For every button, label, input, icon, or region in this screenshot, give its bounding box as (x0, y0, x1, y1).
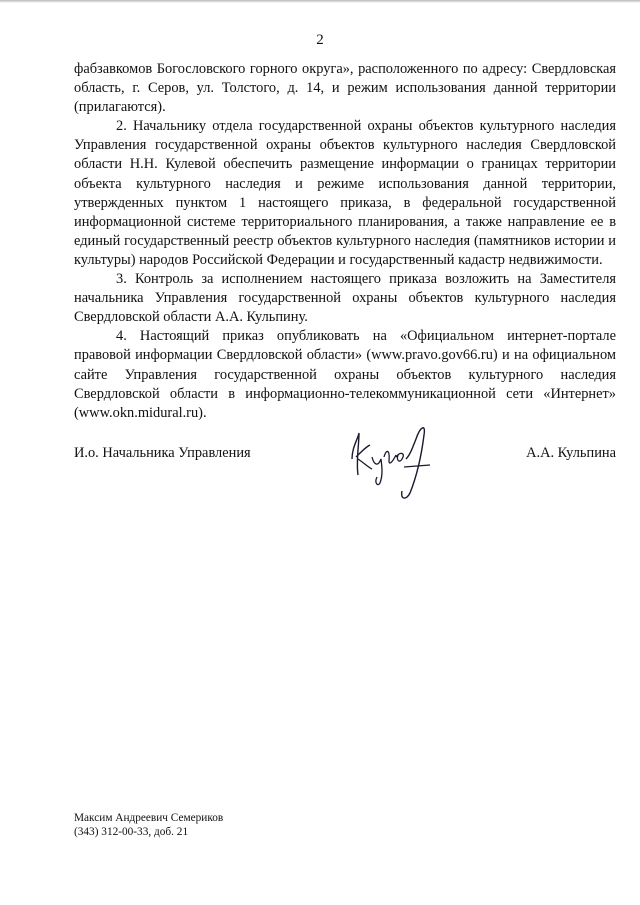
scan-top-edge (0, 0, 640, 3)
paragraph-1-continuation: фабзавкомов Богословского горного округа», расположенного по адресу: Свердловская область, г. Серов, ул. Толстого, д. 14, и режим использования данной территории (прилагаются). (74, 61, 616, 116)
executor-phone: (343) 312-00-33, доб. 21 (74, 826, 189, 838)
paragraph-4: 4. Настоящий приказ опубликовать на «Официальном интернет-портале правовой информации Свердловской области» (www.pravo.gov66.ru) и на официальном сайте Управления государственной охраны объектов культурного наследия Свердловской области в информационно-телекоммуникационной сети «Интернет» (www.okn.midural.ru). (74, 328, 616, 421)
signatory-name: А.А. Кульпина (526, 445, 616, 461)
document-body (74, 60, 616, 423)
handwritten-signature (344, 417, 444, 507)
executor-name: Максим Андреевич Семериков (74, 812, 224, 824)
paragraph-3: 3. Контроль за исполнением настоящего приказа возложить на Заместителя начальника Управления государственной охраны объектов культурного наследия Свердловской области А.А. Кульпину. (74, 271, 616, 326)
executor-info (74, 811, 223, 839)
signature-block (74, 445, 616, 525)
paragraph-2: 2. Начальнику отдела государственной охраны объектов культурного наследия Управления государственной охраны объектов культурного наследия Свердловской области Н.Н. Кулевой обеспечить размещение информации о границах территории объекта культурного наследия и режиме использования данной территории, утвержденных пунктом 1 настоящего приказа, в федеральной государственной информационной системе территориального планирования, а также направление ее в единый государственный реестр объектов культурного наследия (памятников истории и культуры) народов Российской Федерации и государственный кадастр недвижимости. (74, 118, 616, 268)
page-number: 2 (316, 32, 324, 48)
signatory-position: И.о. Начальника Управления (74, 445, 251, 461)
